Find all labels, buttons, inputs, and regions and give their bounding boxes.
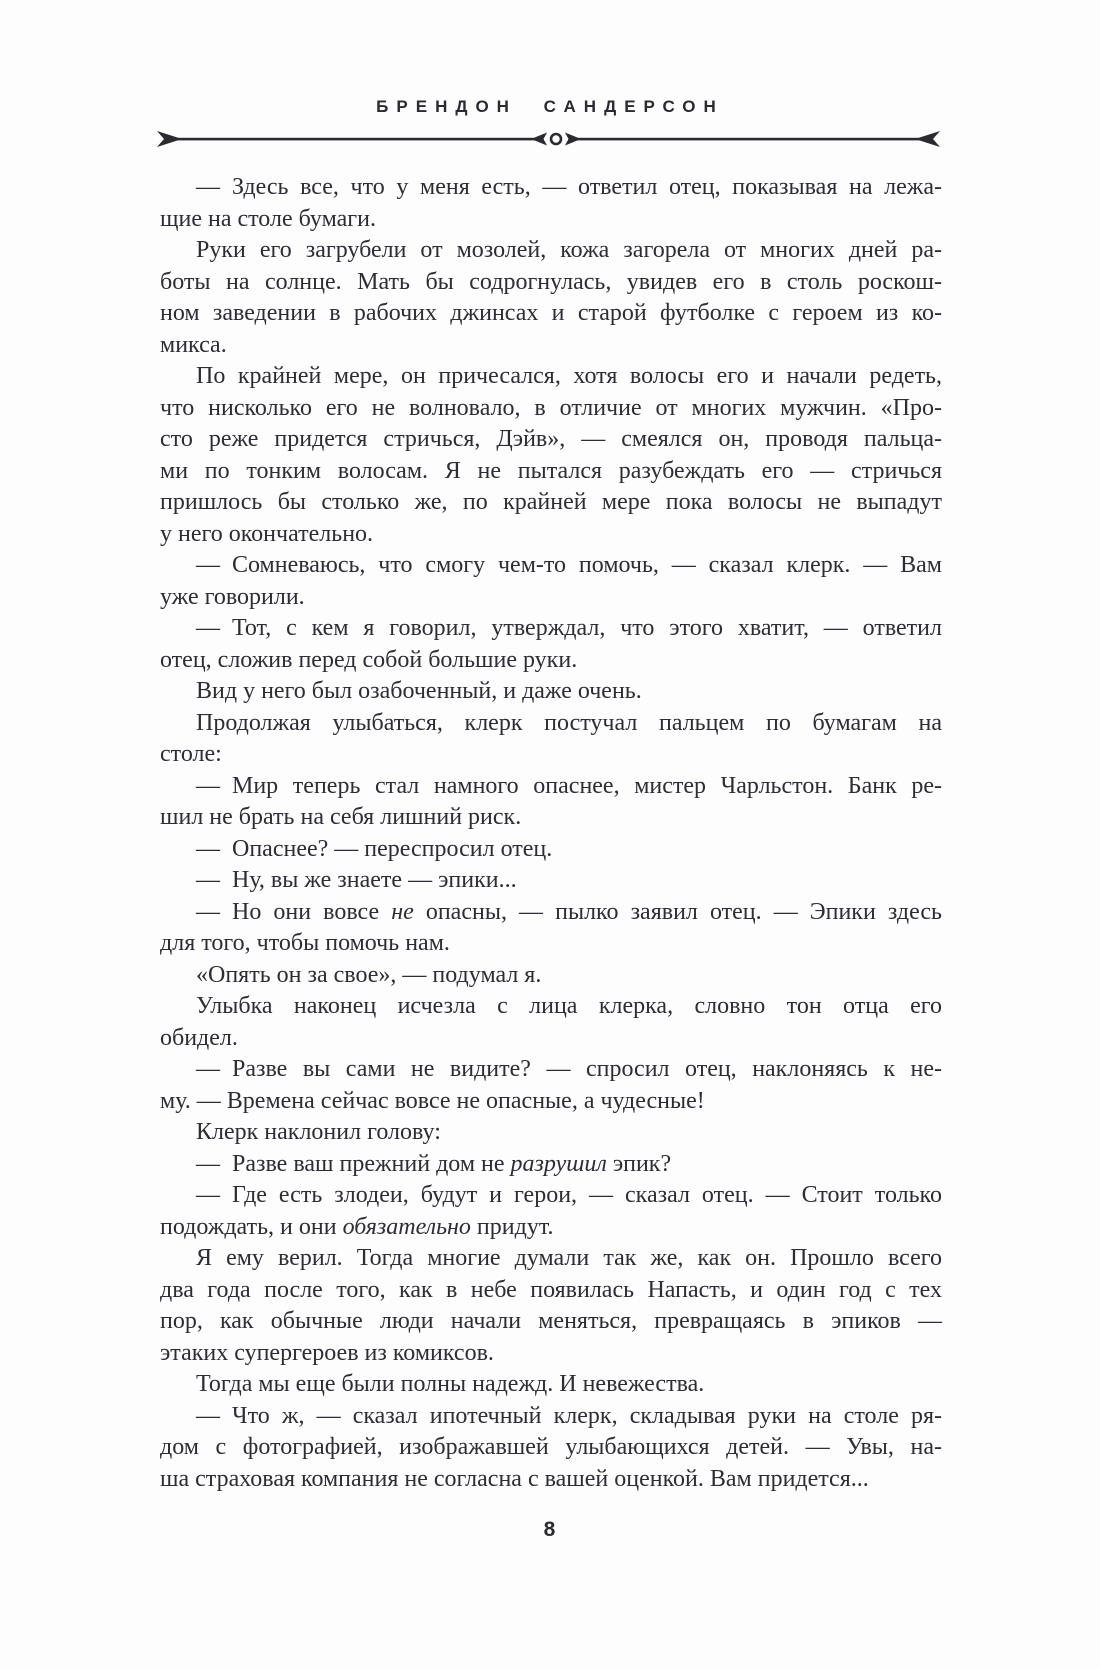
text-segment: обидел. — [160, 1024, 238, 1051]
text-line — [160, 1369, 942, 1401]
text-line — [160, 1338, 942, 1370]
text-line — [160, 550, 942, 582]
paragraph — [160, 1369, 942, 1401]
left-rule-line — [173, 138, 537, 141]
paragraph — [160, 1180, 942, 1243]
paragraph — [160, 1149, 942, 1181]
text-line — [160, 456, 942, 488]
text-line — [160, 928, 942, 960]
paragraph — [160, 1243, 942, 1369]
text-segment: ми по тонким волосам. Я не пытался разубеждать его — стричься — [160, 457, 942, 484]
text-line — [160, 330, 942, 362]
text-line — [160, 676, 942, 708]
paragraph — [160, 1117, 942, 1149]
text-segment: Я ему верил. Тогда многие думали так же, как он. Прошло всего — [196, 1245, 942, 1271]
paragraph — [160, 235, 942, 361]
text-segment: Вид у него был озабоченный, и даже очень. — [196, 678, 642, 704]
text-line — [160, 1401, 942, 1433]
text-line — [160, 1464, 942, 1496]
text-line — [160, 204, 942, 236]
text-line — [160, 645, 942, 677]
text-segment: — Что ж, — сказал ипотечный клерк, складывая руки на столе ря- — [196, 1402, 942, 1429]
paragraph — [160, 1054, 942, 1117]
paragraph — [160, 676, 942, 708]
paragraph — [160, 613, 942, 676]
paragraph — [160, 550, 942, 613]
text-line — [160, 834, 942, 866]
text-segment: «Опять он за свое», — подумал я. — [196, 961, 542, 988]
header-divider-ornament — [155, 128, 942, 150]
text-segment: — Здесь все, что у меня есть, — ответил отец, показывая на лежа- — [196, 174, 942, 200]
text-line — [160, 708, 942, 740]
text-line — [160, 739, 942, 771]
text-segment: придут. — [470, 1213, 554, 1240]
right-rule-line — [575, 138, 924, 141]
text-segment: у него окончательно. — [160, 520, 374, 547]
text-segment: дом с фотографией, изображавшей улыбающихся детей. — Увы, на- — [160, 1434, 942, 1460]
text-segment: столе: — [160, 741, 222, 767]
text-segment: — Разве вы сами не видите? — спросил отец, наклоняясь к не- — [196, 1056, 942, 1082]
text-line — [160, 1212, 942, 1244]
text-line — [160, 298, 942, 330]
text-line — [160, 802, 942, 834]
paragraph — [160, 361, 942, 550]
center-left-wedge-icon — [531, 133, 547, 146]
text-line — [160, 1275, 942, 1307]
text-segment: шил не брать на себя лишний риск. — [160, 804, 522, 830]
text-line — [160, 1149, 942, 1181]
text-segment: что нисколько его не волновало, в отличие от многих мужчин. «Про- — [160, 394, 942, 421]
text-segment: му. — Времена сейчас вовсе не опасные, а чудесные! — [160, 1087, 705, 1114]
text-segment: отец, сложив перед собой большие руки. — [160, 646, 578, 673]
text-line — [160, 1086, 942, 1118]
text-segment: — Мир теперь стал намного опаснее, мистер Чарльстон. Банк ре- — [196, 772, 942, 799]
text-segment: подождать, и они — [160, 1213, 343, 1240]
text-segment: Тогда мы еще были полны надежд. И невежества. — [196, 1371, 705, 1397]
paragraph — [160, 897, 942, 960]
text-segment: Продолжая улыбаться, клерк постучал пальцем по бумагам на — [196, 709, 942, 736]
paragraph — [160, 865, 942, 897]
text-segment: ном заведении в рабочих джинсах и старой футболке с героем из ко- — [160, 300, 942, 326]
page-number: 8 — [543, 1518, 557, 1541]
text-segment: микса. — [160, 331, 227, 358]
text-line — [160, 1432, 942, 1464]
text-segment: — Сомневаюсь, что смогу чем-то помочь, — сказал клерк. — Вам — [196, 552, 942, 578]
italic-text-segment: не — [391, 898, 414, 925]
text-segment: сто реже придется стричься, Дэйв», — смеялся он, проводя пальца- — [160, 426, 942, 452]
text-segment: эпик? — [606, 1150, 672, 1177]
text-segment: — Тот, с кем я говорил, утверждал, что этого хватит, — ответил — [196, 615, 942, 641]
paragraph — [160, 708, 942, 771]
text-segment: — Но они вовсе — [196, 898, 392, 925]
text-line — [160, 267, 942, 299]
text-segment: ша страховая компания не согласна с вашей оценкой. Вам придется... — [160, 1465, 869, 1492]
text-line — [160, 1180, 942, 1212]
text-line — [160, 1117, 942, 1149]
text-line — [160, 991, 942, 1023]
page-header-author: БРЕНДОН САНДЕРСОН — [376, 97, 724, 116]
text-segment: два года после того, как в небе появилась Напасть, и один год с тех — [160, 1276, 942, 1303]
paragraph — [160, 834, 942, 866]
text-line — [160, 613, 942, 645]
right-arrowhead-icon — [915, 131, 940, 147]
text-line — [160, 897, 942, 929]
paragraph — [160, 991, 942, 1054]
text-line — [160, 771, 942, 803]
text-line — [160, 1054, 942, 1086]
text-segment: Клерк наклонил голову: — [196, 1119, 441, 1145]
text-line — [160, 865, 942, 897]
text-segment: Улыбка наконец исчезла с лица клерка, словно тон отца его — [196, 993, 942, 1019]
text-line — [160, 172, 942, 204]
text-segment: По крайней мере, он причесался, хотя волосы его и начали редеть, — [196, 363, 942, 389]
italic-text-segment: обязательно — [342, 1213, 471, 1240]
text-segment: — Опаснее? — переспросил отец. — [196, 835, 553, 862]
text-line — [160, 960, 942, 992]
text-segment: для того, чтобы помочь нам. — [160, 930, 450, 956]
text-segment: опасны, — пылко заявил отец. — Эпики здесь — [413, 898, 942, 925]
paragraph — [160, 1401, 942, 1496]
text-segment: — Ну, вы же знаете — эпики... — [196, 867, 517, 893]
italic-text-segment: разрушил — [510, 1150, 607, 1177]
text-line — [160, 1306, 942, 1338]
text-segment: уже говорили. — [160, 583, 305, 610]
paragraph — [160, 172, 942, 235]
text-segment: щие на столе бумаги. — [160, 205, 376, 232]
paragraph — [160, 771, 942, 834]
body-text — [160, 172, 942, 1495]
text-line — [160, 519, 942, 551]
text-segment: этаких супергероев из комиксов. — [160, 1339, 494, 1366]
text-line — [160, 582, 942, 614]
text-line — [160, 361, 942, 393]
text-segment: — Где есть злодеи, будут и герои, — сказал отец. — Стоит только — [196, 1182, 942, 1208]
text-line — [160, 1023, 942, 1055]
text-segment: пришлось бы столько же, по крайней мере пока волосы не выпадут — [160, 489, 942, 515]
text-segment: боты на солнце. Мать бы содрогнулась, увидев его в столь роскош- — [160, 268, 942, 295]
text-line — [160, 235, 942, 267]
text-line — [160, 1243, 942, 1275]
text-line — [160, 393, 942, 425]
text-segment: — Разве ваш прежний дом не — [196, 1150, 511, 1177]
paragraph — [160, 960, 942, 992]
text-line — [160, 487, 942, 519]
text-segment: Руки его загрубели от мозолей, кожа загорела от многих дней ра- — [196, 237, 942, 263]
center-circle-icon — [551, 134, 561, 144]
text-segment: пор, как обычные люди начали меняться, превращаясь в эпиков — — [160, 1308, 942, 1334]
text-line — [160, 424, 942, 456]
